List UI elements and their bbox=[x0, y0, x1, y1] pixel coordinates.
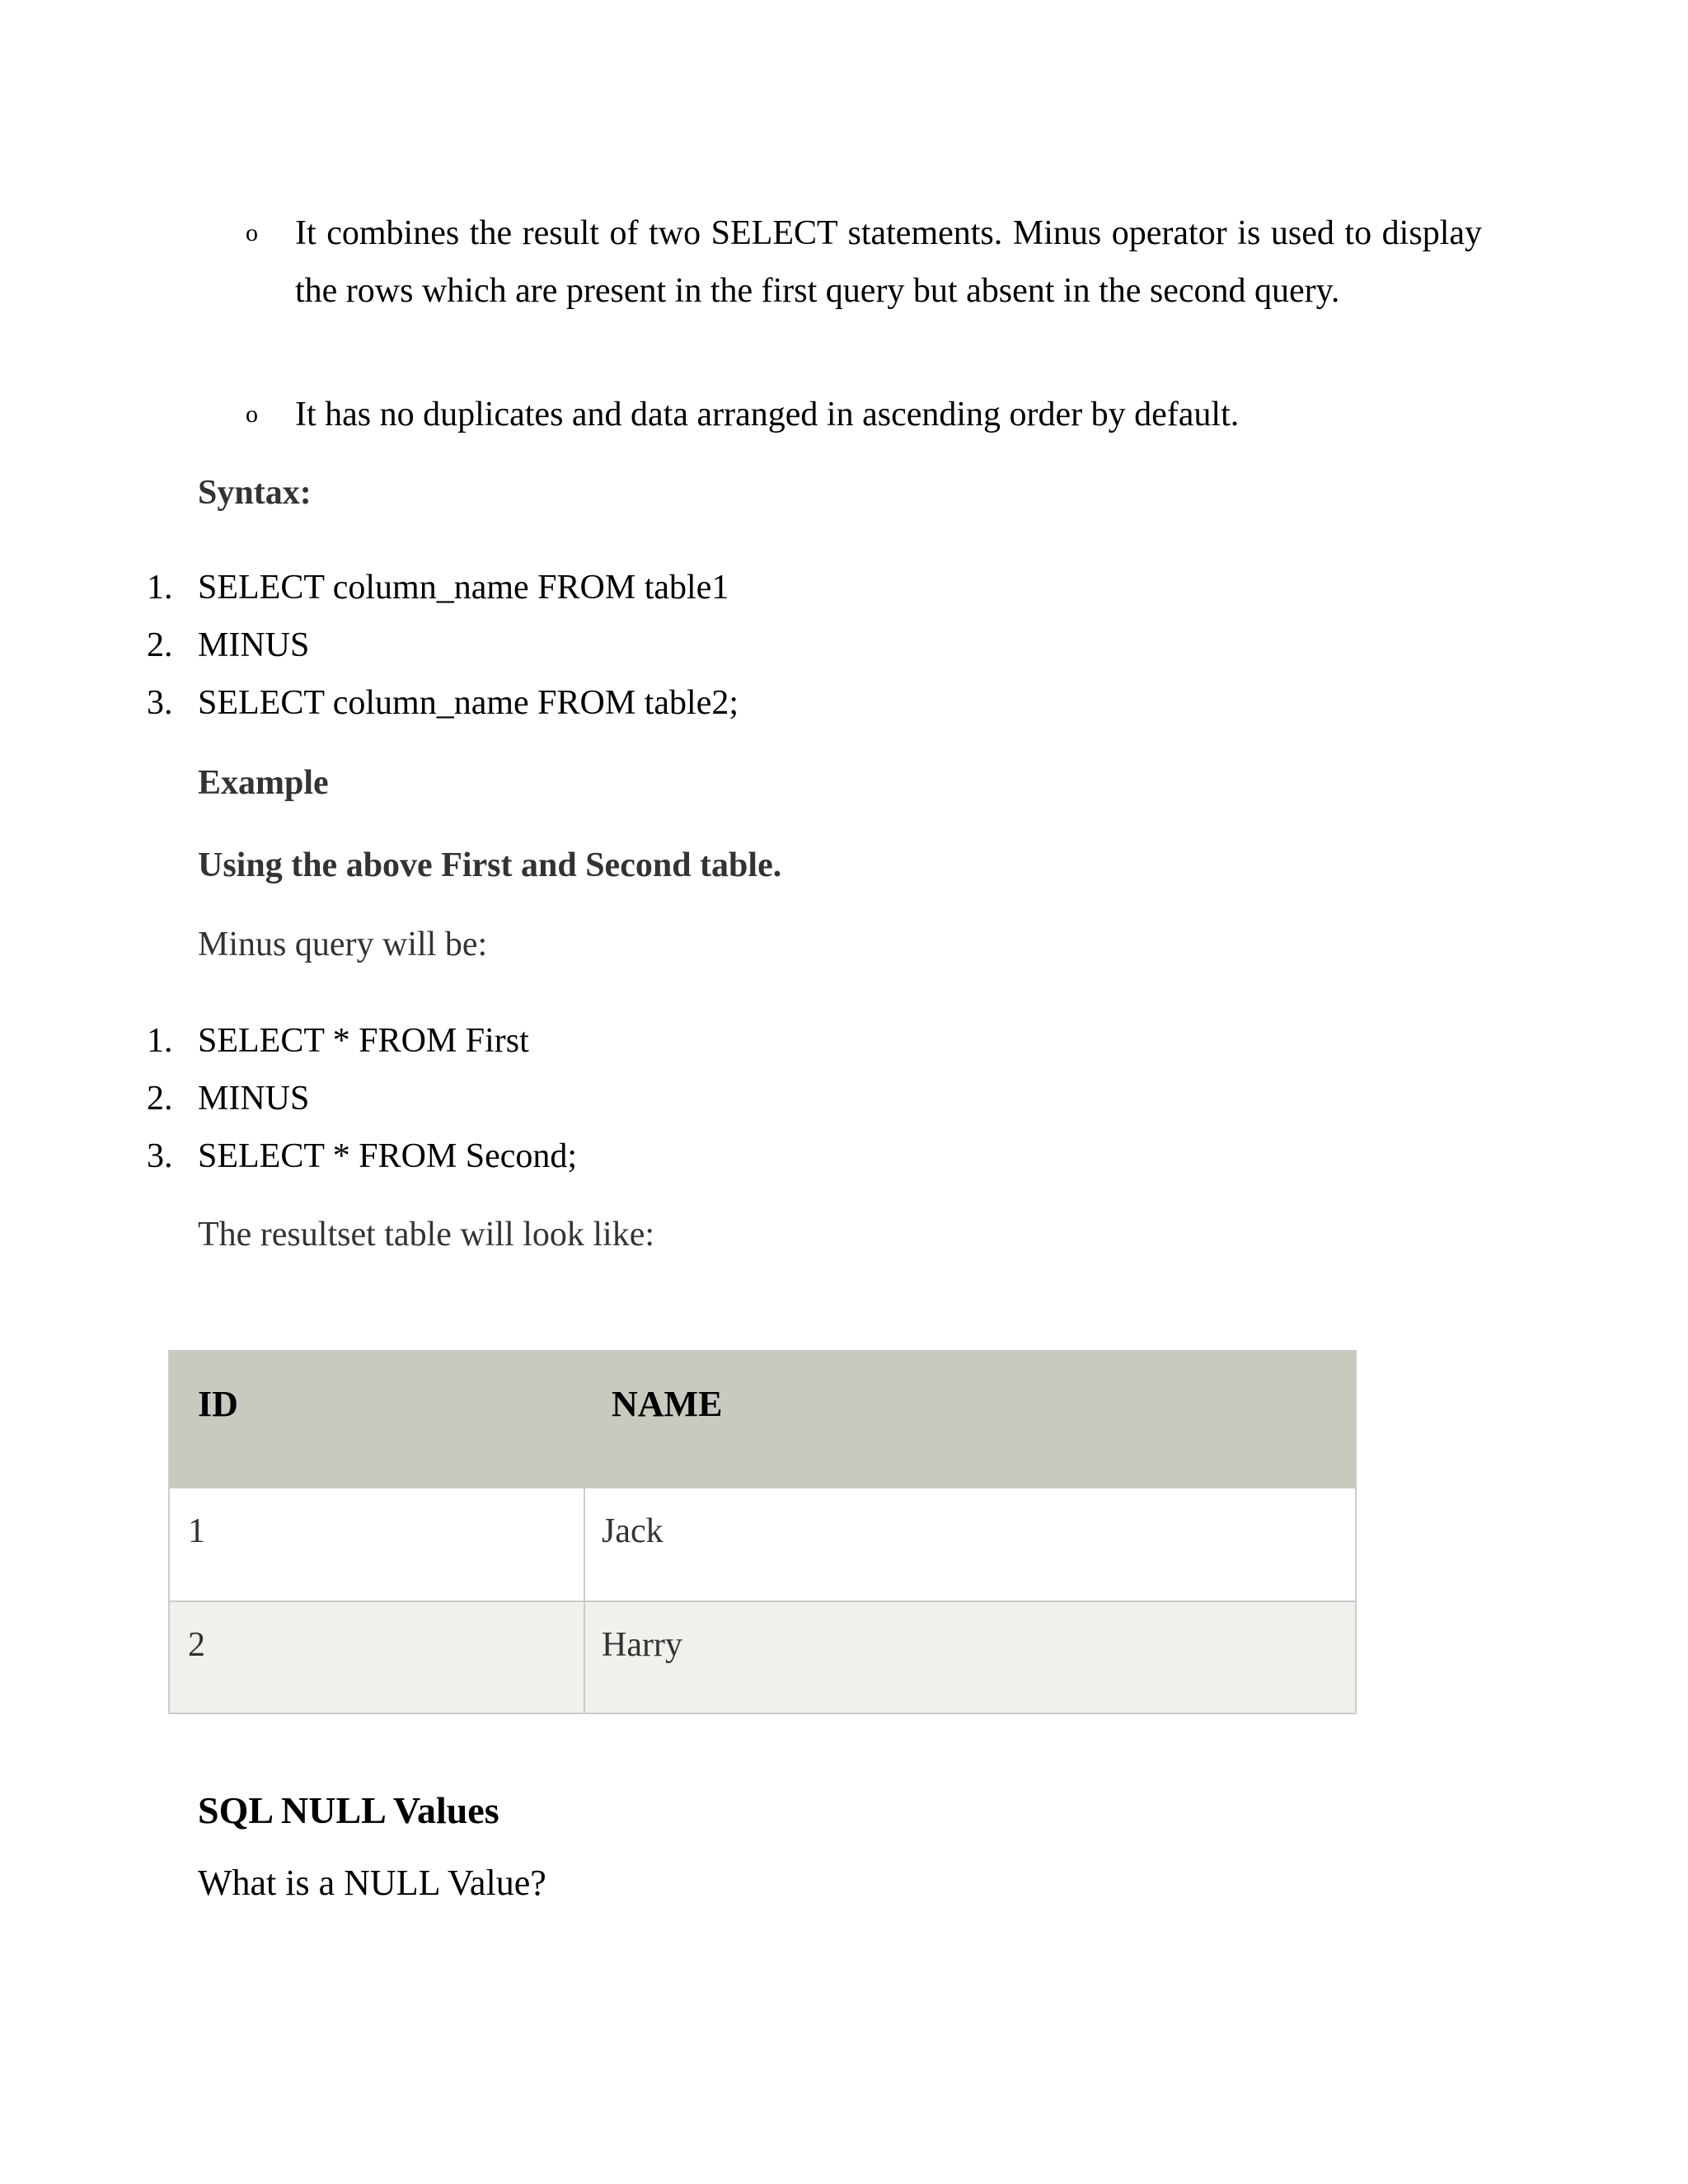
code-line bbox=[0, 1127, 1154, 1185]
bullet-text: It has no duplicates and data arranged in ascending order by default. bbox=[295, 396, 1240, 434]
example-heading: Example bbox=[198, 764, 329, 802]
code-text: SELECT column_name FROM table2; bbox=[198, 684, 739, 722]
line-number: 3. bbox=[147, 684, 173, 722]
column-header-id: ID bbox=[198, 1384, 238, 1424]
code-line bbox=[0, 1012, 1154, 1070]
table-header bbox=[170, 1352, 1355, 1488]
code-text: SELECT * FROM Second; bbox=[198, 1137, 578, 1175]
bullet-item bbox=[246, 386, 1482, 443]
line-number: 2. bbox=[147, 626, 173, 664]
example-subheading: Using the above First and Second table. bbox=[198, 846, 782, 884]
table-row bbox=[170, 1602, 1355, 1713]
column-divider bbox=[584, 1488, 585, 1713]
code-line bbox=[0, 1070, 1154, 1127]
result-intro: The resultset table will look like: bbox=[198, 1216, 655, 1254]
bullet-marker: o bbox=[246, 401, 258, 428]
bullet-marker: o bbox=[246, 219, 258, 246]
cell-id: 1 bbox=[188, 1512, 205, 1550]
example-intro: Minus query will be: bbox=[198, 926, 488, 963]
code-text: SELECT column_name FROM table1 bbox=[198, 569, 729, 607]
line-number: 3. bbox=[147, 1137, 173, 1175]
bullet-item bbox=[246, 204, 1482, 377]
bullet-text: It combines the result of two SELECT statements. Minus operator is used to display the rows which are present in the first query but absent in the second query. bbox=[295, 214, 1482, 310]
table-row bbox=[170, 1488, 1355, 1602]
syntax-heading: Syntax: bbox=[198, 474, 312, 512]
result-table bbox=[168, 1350, 1357, 1714]
line-number: 2. bbox=[147, 1080, 173, 1118]
code-text: SELECT * FROM First bbox=[198, 1022, 529, 1060]
code-text: MINUS bbox=[198, 626, 310, 664]
line-number: 1. bbox=[147, 1022, 173, 1060]
line-number: 1. bbox=[147, 569, 173, 607]
section-question: What is a NULL Value? bbox=[198, 1863, 546, 1903]
code-line bbox=[0, 559, 1154, 616]
cell-name: Jack bbox=[602, 1512, 663, 1550]
code-line bbox=[0, 616, 1154, 674]
cell-id: 2 bbox=[188, 1626, 205, 1664]
column-header-name: NAME bbox=[612, 1384, 723, 1424]
cell-name: Harry bbox=[602, 1626, 682, 1664]
code-text: MINUS bbox=[198, 1080, 310, 1118]
section-title: SQL NULL Values bbox=[198, 1789, 499, 1831]
code-line bbox=[0, 674, 1154, 732]
